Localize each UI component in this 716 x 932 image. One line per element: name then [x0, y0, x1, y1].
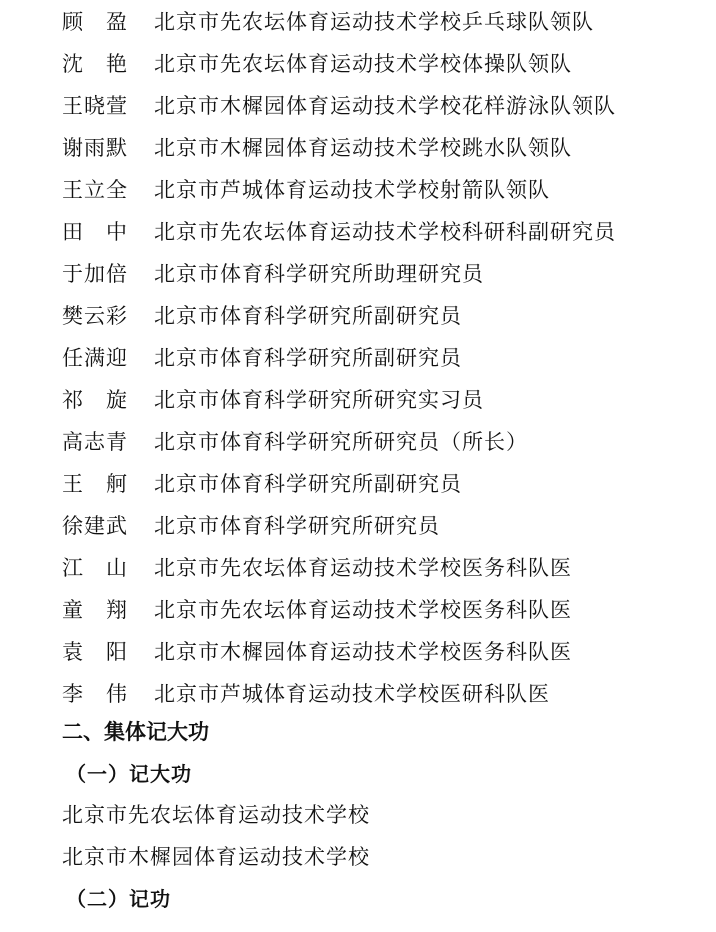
person-organization: 北京市先农坛体育运动技术学校乒乓球队领队 [154, 10, 594, 34]
person-name: 江 山 [62, 556, 128, 580]
person-name: 沈 艳 [62, 52, 128, 76]
list-item [62, 210, 702, 252]
list-item [62, 294, 702, 336]
list-item [62, 84, 702, 126]
person-name: 王 舸 [62, 472, 128, 496]
list-item [62, 462, 702, 504]
person-name: 樊云彩 [62, 304, 128, 328]
person-organization: 北京市体育科学研究所副研究员 [154, 472, 462, 496]
list-item [62, 126, 702, 168]
person-name: 任满迎 [62, 346, 128, 370]
person-organization: 北京市先农坛体育运动技术学校科研科副研究员 [154, 220, 616, 244]
list-item [62, 420, 702, 462]
person-organization: 北京市木樨园体育运动技术学校跳水队领队 [154, 136, 572, 160]
person-name: 谢雨默 [62, 136, 128, 160]
person-name: 祁 旋 [62, 388, 128, 412]
list-item [62, 378, 702, 420]
list-item [62, 504, 702, 546]
person-organization: 北京市先农坛体育运动技术学校体操队领队 [154, 52, 572, 76]
individual-list [62, 0, 702, 714]
list-item [62, 168, 702, 210]
person-name: 袁 阳 [62, 640, 128, 664]
person-organization: 北京市体育科学研究所研究员（所长） [154, 430, 528, 454]
person-organization: 北京市木樨园体育运动技术学校医务科队医 [154, 640, 572, 664]
person-organization: 北京市木樨园体育运动技术学校花样游泳队领队 [154, 94, 616, 118]
section-heading: 二、集体记大功 [62, 720, 209, 744]
person-name: 顾 盈 [62, 10, 128, 34]
list-item [62, 546, 702, 588]
list-item [62, 336, 702, 378]
person-name: 王晓萱 [62, 94, 128, 118]
subsection-heading: （二）记功 [66, 886, 171, 911]
person-organization: 北京市体育科学研究所副研究员 [154, 346, 462, 370]
list-item [62, 672, 702, 714]
subsection-heading: （一）记大功 [66, 761, 192, 786]
person-organization: 北京市芦城体育运动技术学校射箭队领队 [154, 178, 550, 202]
person-organization: 北京市体育科学研究所研究实习员 [154, 388, 484, 412]
person-organization: 北京市芦城体育运动技术学校医研科队医 [154, 682, 550, 706]
person-name: 于加倍 [62, 262, 128, 286]
list-item [62, 0, 702, 42]
collective-unit: 北京市木樨园体育运动技术学校 [62, 845, 370, 869]
person-organization: 北京市先农坛体育运动技术学校医务科队医 [154, 556, 572, 580]
person-name: 田 中 [62, 220, 128, 244]
list-item [62, 42, 702, 84]
person-name: 高志青 [62, 430, 128, 454]
person-organization: 北京市体育科学研究所研究员 [154, 514, 440, 538]
collective-unit: 北京市先农坛体育运动技术学校 [62, 803, 370, 827]
person-name: 徐建武 [62, 514, 128, 538]
list-item [62, 588, 702, 630]
person-organization: 北京市体育科学研究所助理研究员 [154, 262, 484, 286]
person-name: 童 翔 [62, 598, 128, 622]
person-organization: 北京市先农坛体育运动技术学校医务科队医 [154, 598, 572, 622]
person-name: 王立全 [62, 178, 128, 202]
list-item [62, 252, 702, 294]
list-item [62, 630, 702, 672]
person-name: 李 伟 [62, 682, 128, 706]
person-organization: 北京市体育科学研究所副研究员 [154, 304, 462, 328]
